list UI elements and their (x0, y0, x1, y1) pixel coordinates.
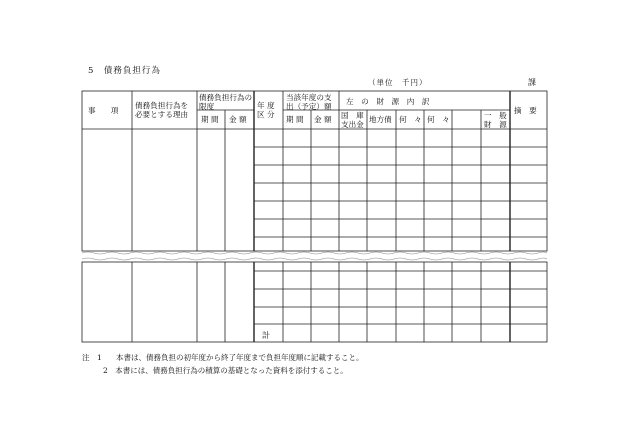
header-limit-amount: 金 額 (229, 115, 247, 124)
break-marks (82, 252, 547, 260)
header-jiko: 事 項 (88, 106, 119, 115)
note-item-1: 本書は、債務負担の初年度から終了年度まで負担年度順に記載すること。 (116, 353, 364, 362)
header-limit-period: 期 間 (201, 115, 219, 124)
header-ippan: 一 般財 源 (484, 111, 507, 129)
note-label: 注 1 (82, 353, 102, 362)
header-expense-amount: 金 額 (314, 115, 332, 124)
lower-columns (132, 262, 481, 342)
lower-table-frame (82, 262, 547, 342)
note-item-2: 2 本書には、債務負担行為の積算の基礎となった資料を添付すること。 (103, 366, 348, 375)
header-limit: 債務負担行為の限度 (199, 93, 253, 111)
header-kokko: 国 庫支出金 (341, 111, 364, 129)
header-expense-period: 期 間 (286, 115, 304, 124)
section-title: 5 債務負担行為 (88, 66, 161, 76)
header-breakdown: 左 の 財 源 内 訳 (346, 97, 430, 106)
department-label: 課 (528, 78, 536, 87)
total-label: 計 (262, 331, 270, 340)
upper-rows (254, 147, 547, 237)
header-year-category: 年 度区 分 (257, 101, 275, 119)
header-reason: 債務負担行為を必要とする理由 (135, 101, 189, 119)
header-tekiyo: 摘 要 (514, 106, 537, 115)
lower-rows (254, 271, 547, 324)
unit-label: （単位 千円） (368, 78, 428, 87)
header-nani-1: 何 々 (399, 115, 422, 124)
header-expense: 当該年度の支出（予定）額 (286, 93, 332, 111)
header-chihousai: 地方債 (369, 115, 392, 124)
header-nani-2: 何 々 (427, 115, 450, 124)
